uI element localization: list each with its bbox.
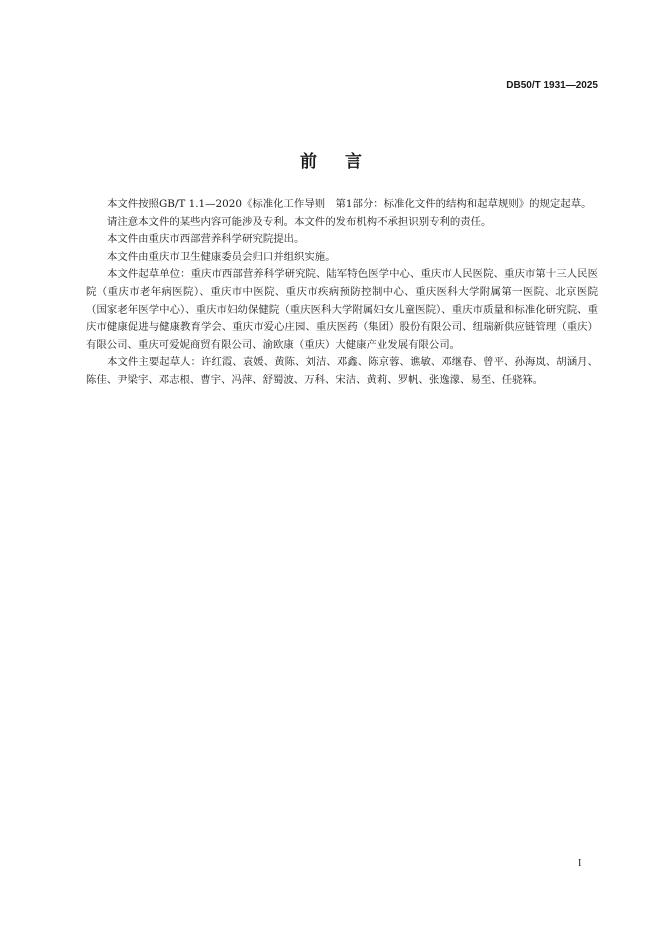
paragraph-proposer: 本文件由重庆市西部营养科学研究院提出。: [107, 233, 305, 246]
paragraph-patent-notice: 请注意本文件的某些内容可能涉及专利。本文件的发布机构不承担识别专利的责任。: [107, 215, 492, 228]
paragraph-administrator: 本文件由重庆市卫生健康委员会归口并组织实施。: [107, 250, 336, 263]
foreword-body: [86, 196, 598, 390]
paragraph-main-drafters: 本文件主要起草人：许红霞、袁媛、黄陈、刘洁、邓鑫、陈京蓉、谯敏、邓继春、曾平、孙海岚、胡涵月、陈佳、尹梁宇、邓志根、曹宇、冯萍、舒蜀波、万科、宋洁、黄莉、罗帆、张逸濛、易至、任骁箖。: [86, 356, 598, 386]
document-number: DB50/T 1931—2025: [506, 80, 598, 91]
paragraph-drafting-units: 本文件起草单位：重庆市西部营养科学研究院、陆军特色医学中心、重庆市人民医院、重庆市第十三人民医院（重庆市老年病医院）、重庆市中医院、重庆市疾病预防控制中心、重庆医科大学附属第一医院、北京医院（国家老年医学中心）、重庆市妇幼保健院（重庆医科大学附属妇女儿童医院）、重庆市质量和标准化研究院、重庆市健康促进与健康教育学会、重庆市爱心庄园、重庆医药（集团）股份有限公司、纽瑞新供应链管理（重庆）有限公司、重庆可爱妮商贸有限公司、渝欧康（重庆）大健康产业发展有限公司。: [86, 268, 598, 351]
section-title: 前言: [300, 152, 390, 172]
page-number: I: [578, 858, 582, 869]
paragraph-drafting-basis: 本文件按照GB/T 1.1—2020《标准化工作导则 第1部分：标准化文件的结构和起草规则》的规定起草。: [107, 198, 592, 210]
